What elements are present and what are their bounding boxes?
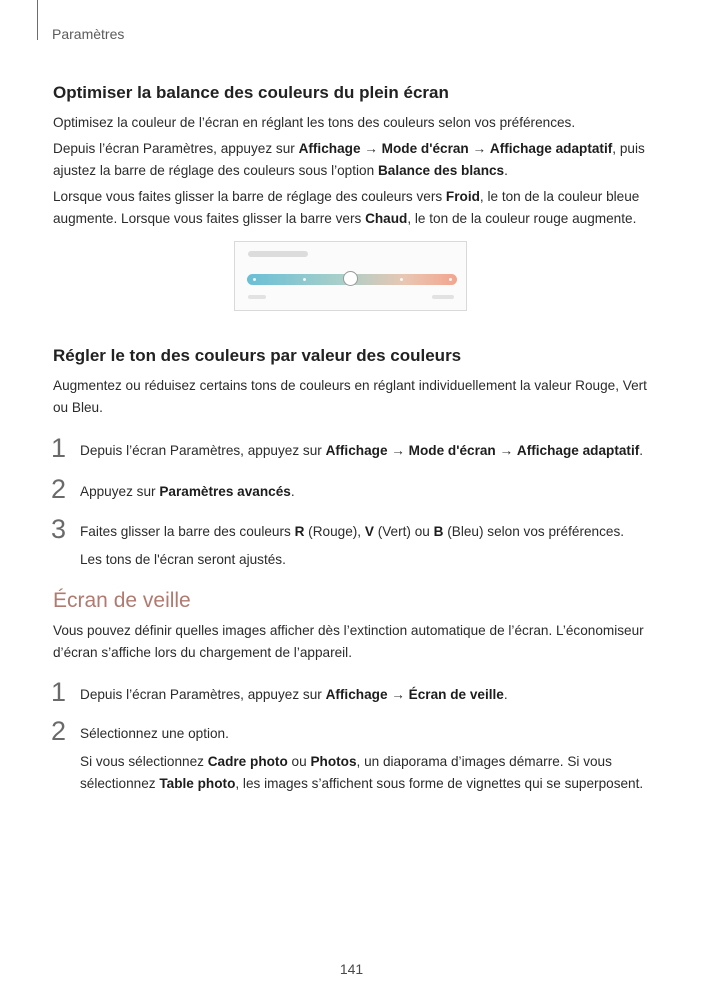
- blurred-end-label-right: [432, 295, 454, 299]
- step: [51, 514, 653, 571]
- step-number: 1: [51, 677, 67, 707]
- step-number: 1: [51, 433, 67, 463]
- track-dot: [449, 278, 452, 281]
- step-note: Les tons de l'écran seront ajustés.: [80, 552, 286, 567]
- page-number: 141: [339, 961, 364, 977]
- header-label: Paramètres: [52, 26, 125, 42]
- section-ecran-de-veille: [53, 589, 653, 795]
- step-text: Faites glisser la barre des couleurs R (Rouge), V (Vert) ou B (Bleu) selon vos préférences.: [80, 524, 625, 539]
- track-dot: [400, 278, 403, 281]
- blurred-label: [248, 251, 308, 257]
- step: [51, 433, 653, 463]
- section-title: Régler le ton des couleurs par valeur des couleurs: [53, 346, 462, 365]
- step: [51, 677, 653, 707]
- section-title: Optimiser la balance des couleurs du plein écran: [53, 83, 449, 102]
- step-text: Appuyez sur Paramètres avancés.: [80, 484, 295, 499]
- paragraph: Lorsque vous faites glisser la barre de réglage des couleurs vers Froid, le ton de la couleur bleue augmente. Lorsque vous faites glisser la barre vers Chaud, le ton de la couleur rouge augmente.: [53, 189, 640, 226]
- section-ton-couleurs: [53, 346, 653, 571]
- paragraph: Augmentez ou réduisez certains tons de couleurs en réglant individuellement la valeur Rouge, Vert ou Bleu.: [53, 378, 647, 415]
- white-balance-illustration: [234, 241, 467, 311]
- track-dot: [303, 278, 306, 281]
- step-text: Depuis l’écran Paramètres, appuyez sur Affichage → Mode d'écran → Affichage adaptatif.: [80, 443, 644, 458]
- step-number: 3: [51, 514, 67, 544]
- step-number: 2: [51, 474, 67, 504]
- step-note: Si vous sélectionnez Cadre photo ou Photos, un diaporama d’images démarre. Si vous sélectionnez Table photo, les images s’affichent sous forme de vignettes qui se superposent.: [80, 754, 644, 791]
- step-text: Sélectionnez une option.: [80, 726, 229, 741]
- paragraph: Depuis l’écran Paramètres, appuyez sur Affichage → Mode d'écran → Affichage adaptatif, puis ajustez la barre de réglage des couleurs sous l’option Balance des blancs.: [53, 141, 645, 178]
- chapter-title: Écran de veille: [53, 589, 191, 612]
- step-number: 2: [51, 716, 67, 746]
- header-rule: [37, 0, 38, 40]
- track-dot: [253, 278, 256, 281]
- step: [51, 716, 653, 795]
- blurred-end-label-left: [248, 295, 266, 299]
- paragraph: Vous pouvez définir quelles images afficher dès l’extinction automatique de l’écran. L’économiseur d’écran s’affiche lors du chargement de l’appareil.: [53, 623, 644, 660]
- section-balance-couleurs: [53, 83, 653, 230]
- slider-thumb[interactable]: [343, 271, 358, 286]
- step-text: Depuis l’écran Paramètres, appuyez sur Affichage → Écran de veille.: [80, 687, 508, 702]
- paragraph: Optimisez la couleur de l’écran en réglant les tons des couleurs selon vos préférences.: [53, 115, 576, 130]
- step: [51, 474, 653, 504]
